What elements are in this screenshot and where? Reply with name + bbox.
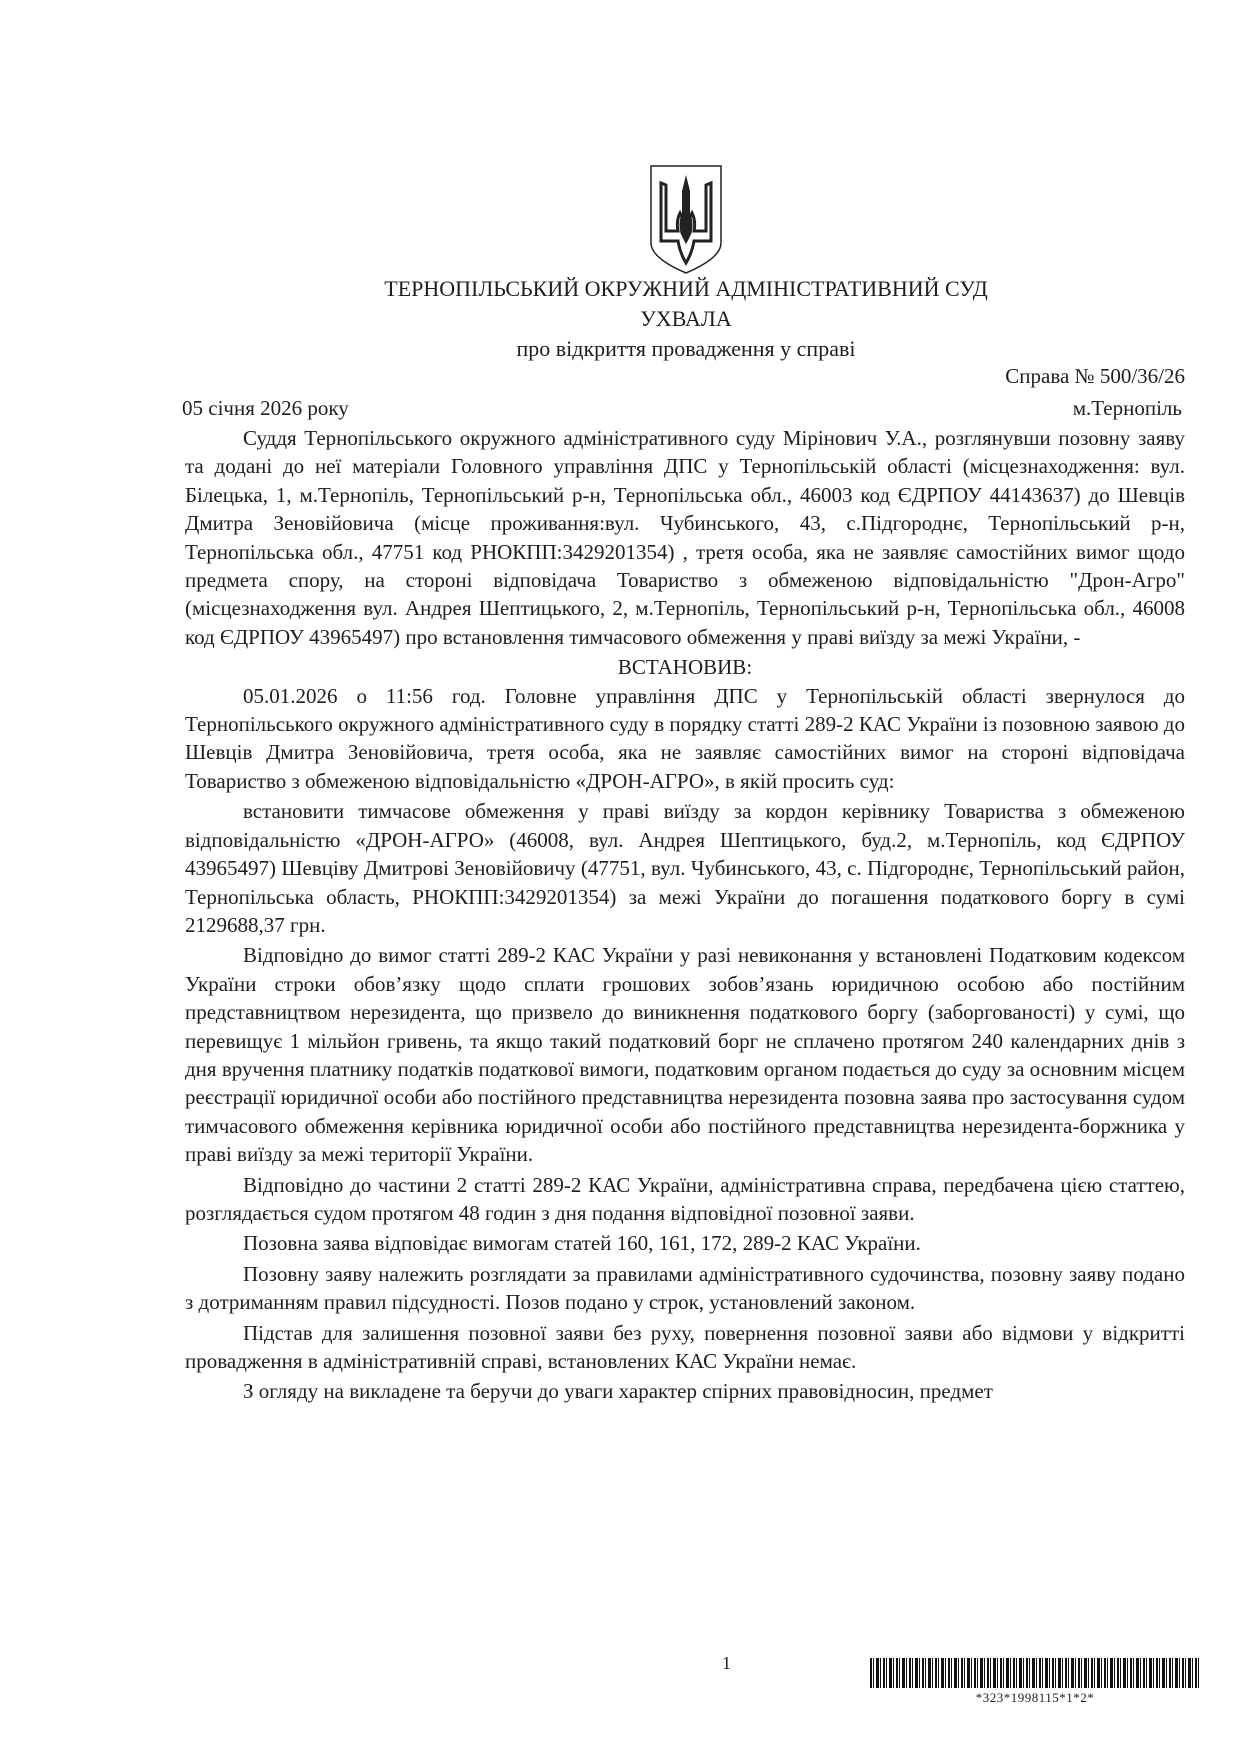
- case-number: Справа № 500/36/26: [1005, 364, 1185, 388]
- page-number: 1: [722, 1653, 731, 1673]
- document-body: [185, 424, 1185, 1408]
- barcode-text: *323*1998115*1*2*: [975, 1690, 1095, 1705]
- document-city: м.Тернопіль: [1072, 396, 1182, 420]
- paragraph: З огляду на викладене та беручи до уваги характер спірних правовідносин, предмет: [243, 1379, 993, 1404]
- document-date: 05 січня 2026 року: [182, 396, 349, 420]
- paragraph-intro: Суддя Тернопільського окружного адміністративного суду Мірінович У.А., розглянувши позовну заяву та додані до неї матеріали Головного управління ДПС у Тернопільській області (місцезнаходження: вул. Білецька, 1, м.Тернопіль, Тернопільський р-н, Тернопільська обл., 46003 код ЄДРПОУ 44143637) до Шевців Дмитра Зеновійовича (місце проживання:вул. Чубинського, 43, с.Підгороднє, Тернопільський р-н, Тернопільська обл., 47751 код РНОКПП:3429201354) , третя особа, яка не заявляє самостійних вимог щодо предмета спору, на стороні відповідача Товариство з обмеженою відповідальністю "Дрон-Агро" (місцезнаходження вул. Андрея Шептицького, 2, м.Тернопіль, Тернопільський р-н, Тернопільська обл., 46008 код ЄДРПОУ 43965497) про встановлення тимчасового обмеження у праві виїзду за межі України, -: [185, 426, 1185, 649]
- coat-of-arms-icon: [646, 163, 726, 275]
- document-type: УХВАЛА: [640, 306, 732, 331]
- paragraph-claim: встановити тимчасове обмеження у праві виїзду за кордон керівнику Товариства з обмеженою відповідальністю «ДРОН-АГРО» (46008, вул. Андрея Шептицького, буд.2, м.Тернопіль, код ЄДРПОУ 43965497) Шевціву Дмитрові Зеновійовичу (47751, вул. Чубинського, 43, с. Підгороднє, Тернопільський район, Тернопільська область, РНОКПП:3429201354) за межі України до погашення податкового боргу в сумі 2129688,37 грн.: [185, 799, 1185, 937]
- barcode-icon: [870, 1658, 1200, 1688]
- paragraph: Підстав для залишення позовної заяви без руху, повернення позовної заяви або відмови у відкритті провадження в адміністративній справі, встановлених КАС України немає.: [185, 1320, 1185, 1373]
- paragraph: Відповідно до вимог статті 289-2 КАС України у разі невиконання у встановлені Податковим кодексом України строки обов’язку щодо сплати грошових зобов’язань юридичною особою або постійним представництвом нерезидента, що призвело до виникнення податкового боргу (заборгованості) у сумі, що перевищує 1 мільйон гривень, та якщо такий податковий борг не сплачено протягом 240 календарних днів з дня вручення платнику податків податкової вимоги, податковим органом подається до суду за основним місцем реєстрації юридичної особи або постійного представництва нерезидента позовна заява про застосування судом тимчасового обмеження керівника юридичної особи або постійного представництва нерезидента-боржника у праві виїзду за межі території України.: [185, 943, 1185, 1167]
- paragraph: Позовну заяву належить розглядати за правилами адміністративного судочинства, позовну заяву подано з дотриманням правил підсудності. Позов подано у строк, установлений законом.: [185, 1261, 1185, 1315]
- paragraph: Відповідно до частини 2 статті 289-2 КАС України, адміністративна справа, передбачена цією статтею, розглядається судом протягом 48 годин з дня подання відповідної позовної заяви.: [185, 1172, 1185, 1225]
- court-name: ТЕРНОПІЛЬСЬКИЙ ОКРУЖНИЙ АДМІНІСТРАТИВНИЙ СУД: [384, 276, 988, 301]
- paragraph: Позовна заява відповідає вимогам статей 160, 161, 172, 289-2 КАС України.: [243, 1231, 921, 1256]
- document-subtitle: про відкриття провадження у справі: [516, 336, 856, 361]
- section-heading-established: ВСТАНОВИВ:: [617, 655, 753, 680]
- paragraph: 05.01.2026 о 11:56 год. Головне управління ДПС у Тернопільській області звернулося до Тернопільського окружного адміністративного суду в порядку статті 289-2 КАС України із позовною заявою до Шевців Дмитра Зеновійовича, третя особа, яка не заявляє самостійних вимог на стороні відповідача Товариство з обмеженою відповідальністю «ДРОН-АГРО», в якій просить суд:: [185, 683, 1185, 793]
